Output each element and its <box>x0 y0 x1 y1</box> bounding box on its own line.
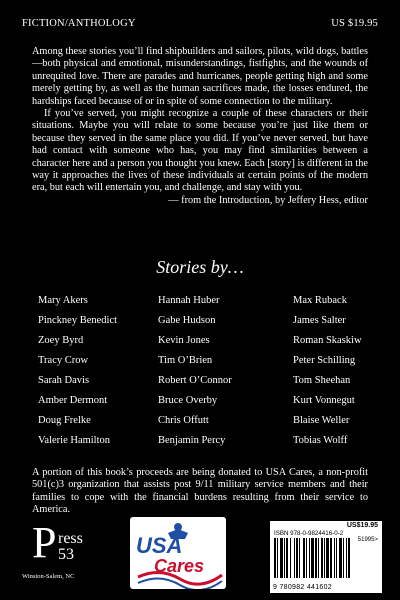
introduction-text <box>32 46 368 207</box>
category-label: FICTION/ANTHOLOGY <box>22 18 136 29</box>
usa-logo-text: USA <box>136 533 183 558</box>
header-bar <box>22 18 378 29</box>
author-name: Tom Sheehan <box>293 375 351 386</box>
author-name: Roman Skaskiw <box>293 335 362 346</box>
author-name: Tracy Crow <box>38 355 89 366</box>
usa-cares-logo <box>130 517 226 589</box>
intro-paragraph-1: Among these stories you’ll find shipbuilders and sailors, pilots, wild dogs, battles—both physical and emotional, misunderstandings, fistfights, and the wounds of unrequited love. There are parades and hurricanes, people getting high and some merely getting by, as well as the human sacrifices made, the losses endured, the hardships faced because of or in spite of some connection to the military. <box>32 46 368 107</box>
author-name: Chris Offutt <box>158 415 209 426</box>
author-name: Sarah Davis <box>38 375 90 386</box>
press-logo-number: 53 <box>58 546 74 563</box>
cares-logo-text: Cares <box>154 556 205 576</box>
intro-paragraph-2: If you’ve served, you might recognize a couple of these characters or their situations. Maybe you will relate to some because you’re just like them or because they served in the same place you did. If you’ve never served, but have had contact with someone who has, you may find similarities between a character here and a person you thought you knew. Each [story] is different in the way it approaches the lives of these individuals at certain points of the modern era, but each will entertain you, and challenge, and stay with you. <box>32 108 368 194</box>
author-name: Bruce Overby <box>158 395 218 406</box>
author-name: Hannah Huber <box>158 295 220 306</box>
author-list <box>38 294 370 447</box>
author-name: Valerie Hamilton <box>38 435 111 446</box>
barcode-addon: 51995> <box>357 537 378 543</box>
author-name: James Salter <box>293 315 346 326</box>
donation-note: A portion of this book’s proceeds are being donated to USA Cares, a non-profit 501(c)3 organization that assists post 9/11 military service members and their families to cope with the financial burdens resulting from their service to America. <box>32 467 368 516</box>
press-logo-city: Winston-Salem, NC <box>22 573 75 580</box>
author-name: Peter Schilling <box>293 355 356 366</box>
author-name: Blaise Weller <box>293 415 350 426</box>
author-name: Doug Frelke <box>38 415 91 426</box>
press-53-logo <box>20 518 115 591</box>
barcode-bars-icon <box>274 538 378 582</box>
isbn-number: ISBN 978-0-9824416-0-2 <box>274 530 344 537</box>
author-name: Mary Akers <box>38 295 88 306</box>
intro-attribution: — from the Introduction, by Jeffery Hess, editor <box>168 194 368 206</box>
author-name: Tobias Wolff <box>293 435 348 446</box>
author-name: Kevin Jones <box>158 335 210 346</box>
author-name: Benjamin Percy <box>158 435 226 446</box>
author-name: Zoey Byrd <box>38 335 84 346</box>
press-logo-word: ress <box>58 530 83 547</box>
author-name: Pinckney Benedict <box>38 315 118 326</box>
author-name: Kurt Vonnegut <box>293 395 355 406</box>
author-name: Max Ruback <box>293 295 347 306</box>
stories-heading: Stories by… <box>156 257 244 277</box>
isbn-barcode <box>270 521 382 593</box>
author-name: Amber Dermont <box>38 395 108 406</box>
author-name: Tim O’Brien <box>158 355 213 366</box>
price-label: US $19.95 <box>331 18 378 29</box>
author-name: Robert O’Connor <box>158 375 232 386</box>
barcode-price: US$19.95 <box>346 522 378 529</box>
author-name: Gabe Hudson <box>158 315 216 326</box>
press-logo-letter: P <box>32 518 57 567</box>
barcode-digits: 9 780982 441602 <box>273 584 332 591</box>
